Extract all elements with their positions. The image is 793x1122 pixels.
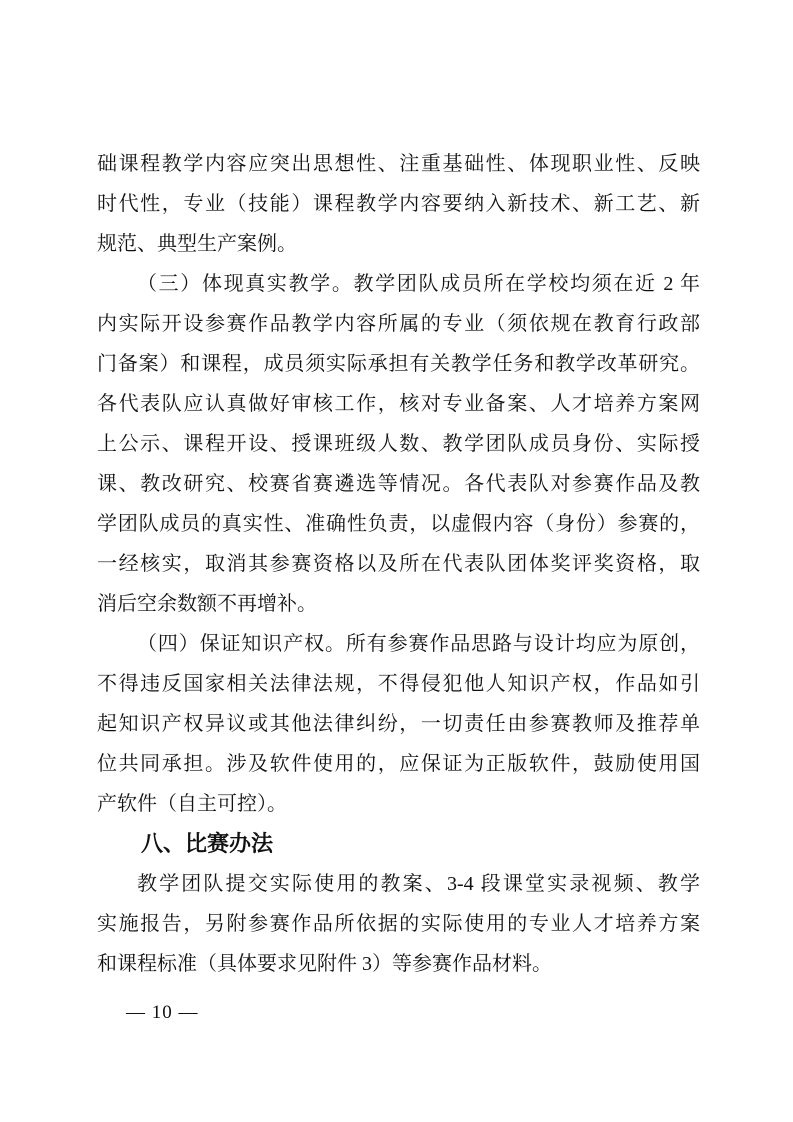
text-line: 和课程标准（具体要求见附件 3）等参赛作品材料。 — [97, 953, 552, 975]
text-line: （三）体现真实教学。教学团队成员所在学校均须在近 2 年 — [137, 273, 700, 295]
text-line: 不得违反国家相关法律法规，不得侵犯他人知识产权，作品如引 — [97, 673, 700, 695]
page-number: — 10 — — [126, 1002, 199, 1023]
text-line: （四）保证知识产权。所有参赛作品思路与设计均应为原创， — [137, 633, 700, 655]
page-body — [97, 144, 700, 984]
text-line: 消后空余数额不再增补。 — [97, 593, 317, 615]
text-line: 实施报告，另附参赛作品所依据的实际使用的专业人才培养方案 — [97, 913, 700, 935]
text-line: 学团队成员的真实性、准确性负责，以虚假内容（身份）参赛的， — [97, 513, 700, 535]
text-line: 教学团队提交实际使用的教案、3-4 段课堂实录视频、教学 — [137, 873, 700, 895]
text-line: 门备案）和课程，成员须实际承担有关教学任务和教学改革研究。 — [97, 353, 700, 375]
text-line: 位共同承担。涉及软件使用的，应保证为正版软件，鼓励使用国 — [97, 753, 700, 775]
text-line: 础课程教学内容应突出思想性、注重基础性、体现职业性、反映 — [97, 153, 700, 175]
text-line: 各代表队应认真做好审核工作，核对专业备案、人才培养方案网 — [97, 393, 700, 415]
text-line: 课、教改研究、校赛省赛遴选等情况。各代表队对参赛作品及教 — [97, 473, 700, 495]
text-line: 规范、典型生产案例。 — [97, 233, 297, 255]
text-line: 内实际开设参赛作品教学内容所属的专业（须依规在教育行政部 — [97, 313, 700, 335]
text-line: 上公示、课程开设、授课班级人数、教学团队成员身份、实际授 — [97, 433, 700, 455]
text-line: 时代性，专业（技能）课程教学内容要纳入新技术、新工艺、新 — [97, 193, 700, 215]
text-line: 起知识产权异议或其他法律纠纷，一切责任由参赛教师及推荐单 — [97, 713, 700, 735]
section-heading: 八、比赛办法 — [141, 831, 274, 856]
text-line: 产软件（自主可控）。 — [97, 793, 287, 815]
text-line: 一经核实，取消其参赛资格以及所在代表队团体奖评奖资格，取 — [97, 553, 700, 575]
